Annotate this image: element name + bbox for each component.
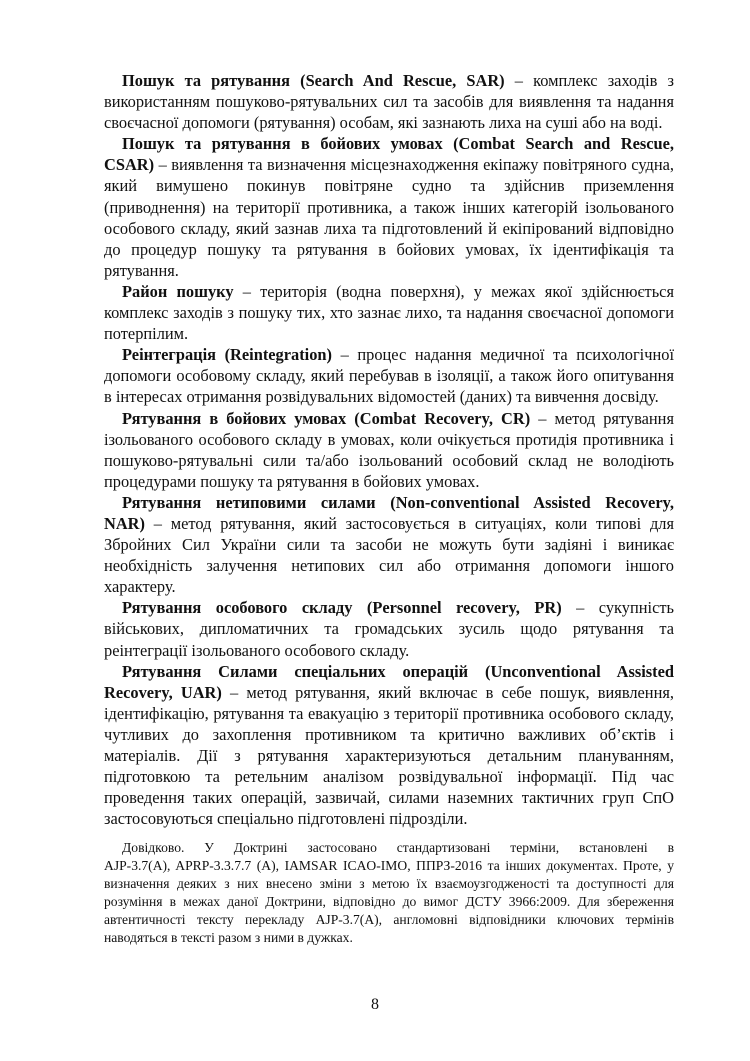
term-title: Реінтеграція (Reintegration) (122, 345, 333, 365)
term-definition: – виявлення та визначення місцезнаходження екіпажу повітряного судна, який вимушено покинув повітряне судно та здійснив приземлення (приводнення) на території противника, а також інших категорій ізольованого особового складу, який зазнав лиха та підготовлений й екіпірований відповідно до процедур пошуку та рятування в бойових умовах, їх ідентифікація та рятування. (104, 155, 674, 280)
term-title: Район пошуку (122, 281, 234, 301)
term-definition: – метод рятування, який включає в себе пошук, виявлення, ідентифікацію, рятування та евакуацію з території противника особового складу, чутливих до захоплення противником та критично важливих об’єктів і матеріалів. Дії з рятування характеризуються детальним плануванням, підготовкою та ретельним аналізом розвідувальної інформації. Під час проведення таких операцій, зазвичай, силами наземних тактичних груп СпО застосовуються спеціально підготовлені підрозділи. (104, 682, 674, 829)
reference-note-text: AJP-3.7(A), APRP-3.3.7.7 (A), IAMSAR ICAO-IMO, ППРЗ-2016 та інших документах. Проте, у визначення деяких з них внесено зміни з метою їх взаємоузгодженості та доступності для розуміння в межах даної Доктрини, відповідно до вимог ДСТУ 3966:2009. Для збереження автентичності тексту перекладу AJP-3.7(A), англомовні відповідники ключових термінів наводяться в тексті разом з ними в дужках. (104, 858, 674, 946)
glossary-body (104, 70, 674, 961)
term-title: Рятування нетиповими силами (Non-conventional Assisted Recovery, (122, 492, 674, 512)
term-definition: ізольованого особового складу в умовах, коли очікується протидія противника і пошуково-рятувальні сили та/або ізольований особовий склад не володіють процедурами пошуку та рятування в бойових умовах. (104, 429, 674, 491)
term-title: Рятування в бойових умовах (Combat Recovery, CR) (122, 408, 531, 428)
reference-note (104, 839, 674, 947)
term-title: Рятування особового складу (Personnel recovery, PR) (122, 598, 562, 618)
term-title: Пошук та рятування (Search And Rescue, SAR) (122, 71, 505, 90)
term-title: Рятування Силами спеціальних операцій (Unconventional Assisted (122, 661, 674, 681)
term-definition: використанням пошуково-рятувальних сил та засобів для виявлення та надання своєчасної допомоги (рятування) особам, які зазнають лиха на суші або на воді. (104, 92, 674, 133)
term-uar (104, 661, 674, 830)
term-definition: військових, дипломатичних та громадських зусиль щодо рятування та реінтеграції ізольованого особового складу. (104, 619, 674, 660)
term-title-continued: NAR) (104, 513, 145, 533)
term-title: Пошук та рятування в бойових умовах (Combat Search and Rescue, (122, 134, 674, 154)
term-definition: комплекс заходів з пошуку тих, хто зазнає лихо, та надання своєчасної допомоги потерпілим. (104, 303, 674, 344)
term-definition: – метод рятування, який застосовується в ситуаціях, коли типові для Збройних Сил України сили та засоби не можуть бути задіяні і виникає необхідність залучення нетипових сил або отримання допомоги іншого характеру. (104, 513, 674, 597)
term-nar (104, 492, 674, 597)
term-definition-start: – процес надання медичної та психологічної (332, 345, 674, 365)
term-definition-start: – територія (водна поверхня), у межах якої здійснюється (233, 281, 674, 301)
term-combat-recovery (104, 408, 674, 492)
term-sar (104, 70, 674, 133)
term-csar (104, 133, 674, 281)
reference-note-start: Довідково. У Доктрині застосовано стандартизовані терміни, встановлені в (122, 840, 674, 856)
term-reintegration (104, 344, 674, 407)
term-definition: допомоги особовому складу, який перебував в ізоляції, а також його опитування в інтересах отримання розвідувальних відомостей (даних) та вивчення досвіду. (104, 366, 674, 407)
term-definition-start: – метод рятування (530, 408, 674, 428)
term-title-continued: CSAR) (104, 155, 155, 175)
term-definition-start: – сукупність (561, 598, 674, 618)
page-number: 8 (371, 996, 379, 1013)
term-personnel-recovery (104, 597, 674, 660)
term-title-continued: Recovery, UAR) (104, 682, 222, 702)
term-search-area (104, 281, 674, 344)
term-definition-start: – комплекс заходів з (504, 71, 674, 90)
